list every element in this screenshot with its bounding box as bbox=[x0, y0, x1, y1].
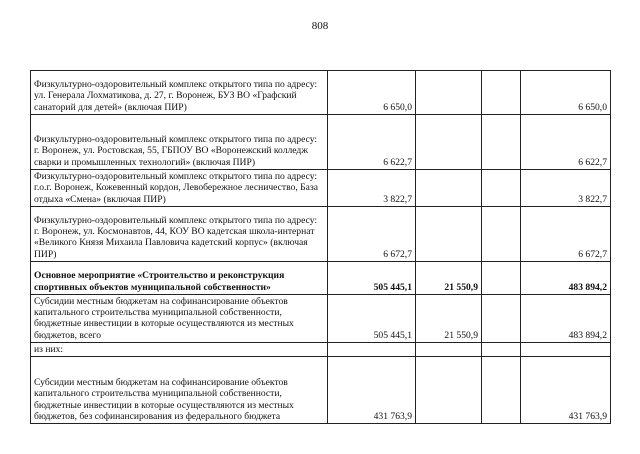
federal-value bbox=[416, 357, 482, 424]
total-value: 431 763,9 bbox=[328, 357, 416, 424]
other-value bbox=[482, 261, 521, 294]
row-description: Субсидии местным бюджетам на софинансирование объектов капитального строительства муниципальной собственности, бюджетные инвестиции в которые осуществляются из местных бюджетов, всего bbox=[31, 294, 328, 342]
table-row bbox=[31, 71, 611, 115]
federal-value bbox=[416, 206, 482, 261]
table-row bbox=[31, 357, 611, 424]
table-row bbox=[31, 343, 611, 357]
total-value: 6 672,7 bbox=[328, 206, 416, 261]
total-value: 3 822,7 bbox=[328, 170, 416, 207]
other-value bbox=[482, 357, 521, 424]
regional-value: 6 650,0 bbox=[521, 71, 611, 115]
regional-value: 3 822,7 bbox=[521, 170, 611, 207]
other-value bbox=[482, 170, 521, 207]
page-number: 808 bbox=[311, 20, 329, 32]
federal-value bbox=[416, 343, 482, 357]
regional-value: 483 894,2 bbox=[521, 261, 611, 294]
regional-value: 431 763,9 bbox=[521, 357, 611, 424]
regional-value: 6 672,7 bbox=[521, 206, 611, 261]
table-row-main-activity bbox=[31, 261, 611, 294]
row-description: Физкультурно-оздоровительный комплекс открытого типа по адресу: ул. Генерала Лохматикова, д. 27, г. Воронеж, БУЗ ВО «Графский санаторий для детей» (включая ПИР) bbox=[31, 71, 328, 115]
federal-value bbox=[416, 115, 482, 170]
total-value: 505 445,1 bbox=[328, 294, 416, 342]
table-row bbox=[31, 170, 611, 207]
row-description: Физкультурно-оздоровительный комплекс открытого типа по адресу: г.о.г. Воронеж, Кожевенный кордон, Левобережное лесничество, База отдыха «Смена» (включая ПИР) bbox=[31, 170, 328, 207]
row-description: Основное мероприятие «Строительство и реконструкция спортивных объектов муниципальной собственности» bbox=[31, 261, 328, 294]
other-value bbox=[482, 343, 521, 357]
regional-value bbox=[521, 343, 611, 357]
other-value bbox=[482, 115, 521, 170]
total-value bbox=[328, 343, 416, 357]
other-value bbox=[482, 71, 521, 115]
budget-table bbox=[30, 70, 611, 424]
regional-value: 483 894,2 bbox=[521, 294, 611, 342]
table-row bbox=[31, 115, 611, 170]
total-value: 505 445,1 bbox=[328, 261, 416, 294]
total-value: 6 650,0 bbox=[328, 71, 416, 115]
federal-value bbox=[416, 71, 482, 115]
regional-value: 6 622,7 bbox=[521, 115, 611, 170]
row-description: Физкультурно-оздоровительный комплекс открытого типа по адресу: г. Воронеж, ул. Ростовская, 55, ГБПОУ ВО «Воронежский колледж сварки и промышленных технологий» (включая ПИР) bbox=[31, 115, 328, 170]
row-description: Субсидии местным бюджетам на софинансирование объектов капитального строительства муниципальной собственности, бюджетные инвестиции в которые осуществляются из местных бюджетов, без софинансирования из федерального бюджета bbox=[31, 357, 328, 424]
table-row bbox=[31, 206, 611, 261]
table-row bbox=[31, 294, 611, 342]
federal-value bbox=[416, 170, 482, 207]
row-description: Физкультурно-оздоровительный комплекс открытого типа по адресу: г. Воронеж, ул. Космонавтов, 44, КОУ ВО кадетская школа-интернат «Великого Князя Михаила Павловича кадетский корпус» (включая ПИР) bbox=[31, 206, 328, 261]
row-description: из них: bbox=[31, 343, 328, 357]
federal-value: 21 550,9 bbox=[416, 294, 482, 342]
other-value bbox=[482, 294, 521, 342]
federal-value: 21 550,9 bbox=[416, 261, 482, 294]
total-value: 6 622,7 bbox=[328, 115, 416, 170]
other-value bbox=[482, 206, 521, 261]
